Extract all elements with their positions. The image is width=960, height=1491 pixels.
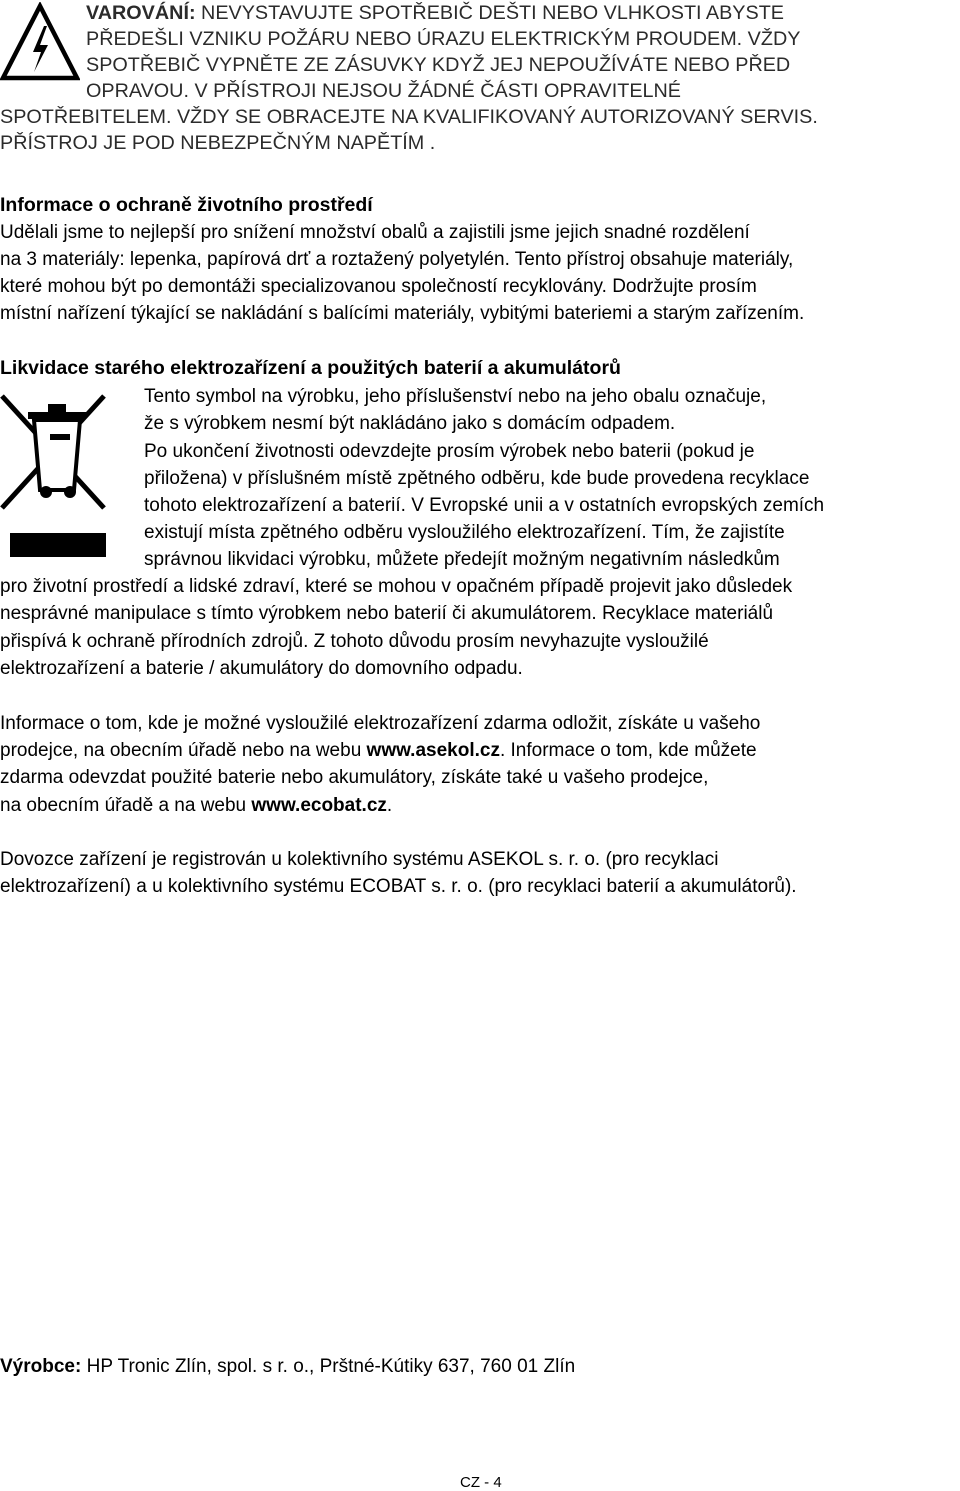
warning-line: SPOTŘEBITELEM. VŽDY SE OBRACEJTE NA KVALIFIKOVANÝ AUTORIZOVANÝ SERVIS. [0, 106, 818, 128]
paragraph-line: přispívá k ochraně přírodních zdrojů. Z tohoto důvodu prosím nevyhazujte vysloužilé [0, 631, 709, 652]
paragraph-line: místní nařízení týkající se nakládání s balícími materiály, vybitými bateriemi a starým zařízením. [0, 303, 805, 324]
warning-line: SPOTŘEBIČ VYPNĚTE ZE ZÁSUVKY KDYŽ JEJ NEPOUŽÍVÁTE NEBO PŘED [86, 54, 791, 76]
lightning-warning-icon [0, 2, 80, 82]
paragraph-line: Informace o tom, kde je možné vysloužilé elektrozařízení zdarma odložit, získáte u vašeho [0, 713, 761, 734]
paragraph-line: na obecním úřadě a na webu www.ecobat.cz. [0, 795, 393, 816]
paragraph-line: zdarma odevzdat použité baterie nebo akumulátory, získáte také u vašeho prodejce, [0, 767, 709, 788]
paragraph-line: existují místa zpětného odběru vysloužilého elektrozařízení. Tím, že zajistíte [144, 522, 785, 543]
paragraph-line: které mohou být po demontáži specializovanou společností recyklovány. Dodržujte prosím [0, 276, 757, 297]
paragraph-line: na 3 materiály: lepenka, papírová drť a roztažený polyetylén. Tento přístroj obsahuje materiály, [0, 249, 794, 270]
warning-line: PŘÍSTROJ JE POD NEBEZPEČNÝM NAPĚTÍM . [0, 132, 436, 154]
paragraph-line: nesprávné manipulace s tímto výrobkem nebo baterií či akumulátorem. Recyklace materiálů [0, 603, 774, 624]
paragraph-line: elektrozařízení a baterie / akumulátory do domovního odpadu. [0, 658, 523, 679]
paragraph-line: správnou likvidaci výrobku, můžete předejít možným negativním následkům [144, 549, 780, 570]
paragraph-line: Udělali jsme to nejlepší pro snížení množství obalů a zajistili jsme jejich snadné rozdělení [0, 222, 750, 243]
paragraph-line: že s výrobkem nesmí být nakládáno jako s domácím odpadem. [144, 413, 676, 434]
warning-line: VAROVÁNÍ: NEVYSTAVUJTE SPOTŘEBIČ DEŠTI NEBO VLHKOSTI ABYSTE [86, 2, 784, 24]
warning-label: VAROVÁNÍ: [86, 2, 196, 24]
disposal-heading: Likvidace starého elektrozařízení a použitých baterií a akumulátorů [0, 357, 621, 379]
ecobat-link[interactable]: www.ecobat.cz [251, 795, 387, 816]
manufacturer-line: Výrobce: HP Tronic Zlín, spol. s r. o., Prštné-Kútiky 637, 760 01 Zlín [0, 1356, 576, 1377]
crossed-out-bin-icon [0, 386, 112, 561]
paragraph-line: Tento symbol na výrobku, jeho příslušenství nebo na jeho obalu označuje, [144, 386, 767, 407]
paragraph-line: Dovozce zařízení je registrován u kolektivního systému ASEKOL s. r. o. (pro recyklaci [0, 849, 719, 870]
environment-heading: Informace o ochraně životního prostředí [0, 194, 373, 216]
paragraph-line: Po ukončení životnosti odevzdejte prosím výrobek nebo baterii (pokud je [144, 441, 755, 462]
paragraph-line: tohoto elektrozařízení a baterií. V Evropské unii a v ostatních evropských zemích [144, 495, 825, 516]
paragraph-line: pro životní prostředí a lidské zdraví, které se mohou v opačném případě projevit jako důsledek [0, 576, 793, 597]
paragraph-line: prodejce, na obecním úřadě nebo na webu www.asekol.cz. Informace o tom, kde můžete [0, 740, 757, 761]
warning-line: PŘEDEŠLI VZNIKU POŽÁRU NEBO ÚRAZU ELEKTRICKÝM PROUDEM. VŽDY [86, 28, 801, 50]
asekol-link[interactable]: www.asekol.cz [366, 740, 500, 761]
warning-line: OPRAVOU. V PŘÍSTROJI NEJSOU ŽÁDNÉ ČÁSTI OPRAVITELNÉ [86, 80, 682, 102]
manufacturer-label: Výrobce: [0, 1356, 82, 1377]
page-number: CZ - 4 [460, 1474, 502, 1491]
paragraph-line: přiložena) v příslušném místě zpětného odběru, kde bude provedena recyklace [144, 468, 810, 489]
paragraph-line: elektrozařízení) a u kolektivního systému ECOBAT s. r. o. (pro recyklaci baterií a akumulátorů). [0, 876, 797, 897]
